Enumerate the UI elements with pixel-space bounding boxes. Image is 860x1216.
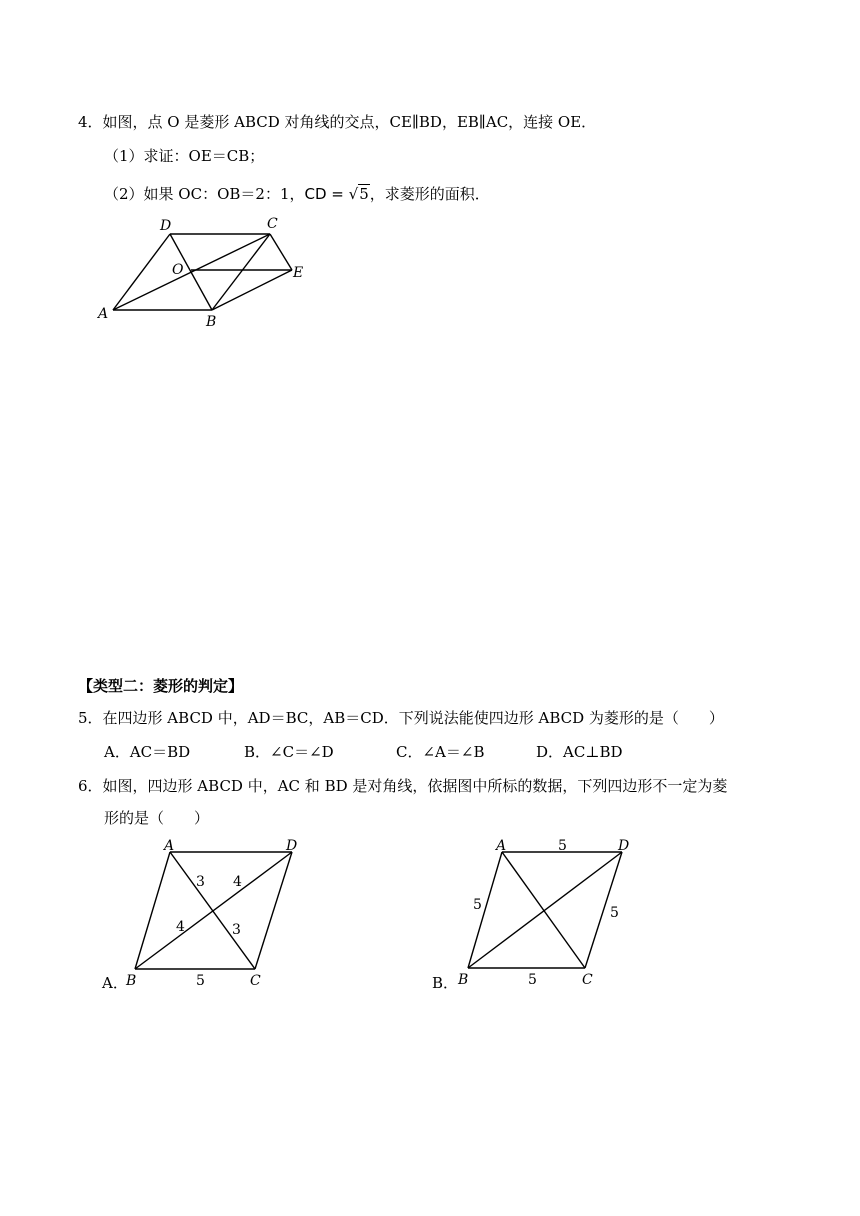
point-label-B: B: [458, 972, 469, 988]
point-label-D: D: [286, 838, 298, 854]
segment-CE: [270, 234, 292, 270]
segment-DC: [255, 852, 292, 969]
q5-option-b: B．∠C＝∠D: [244, 743, 334, 761]
q6-figure-b-option-label: B．: [432, 974, 459, 992]
q4-part1: （1）求证：OE＝CB；: [104, 147, 265, 165]
q4-part2-math-lhs: CD =: [304, 185, 349, 203]
q4-stem: 4．如图，点 O 是菱形 ABCD 对角线的交点，CE∥BD，EB∥AC，连接 OE．: [78, 113, 597, 131]
label-OB-4: 4: [176, 919, 185, 935]
q6-stem-line1: 6．如图，四边形 ABCD 中，AC 和 BD 是对角线，依据图中所标的数据，下列四边形不一定为菱: [78, 777, 728, 795]
q4-sqrt: [349, 184, 370, 204]
label-AD-5: 5: [558, 838, 567, 854]
sqrt-argument: 5: [359, 185, 369, 203]
q5-stem: 5．在四边形 ABCD 中，AD＝BC，AB＝CD．下列说法能使四边形 ABCD 为菱形的是（ ）: [78, 709, 724, 727]
q4-part2-prefix: （2）如果 OC：OB＝2：1，: [104, 185, 305, 203]
sqrt-sign: √: [348, 185, 359, 203]
point-label-A: A: [164, 838, 175, 854]
point-label-E: E: [293, 265, 304, 281]
label-DC-5: 5: [610, 905, 619, 921]
point-label-C: C: [250, 973, 261, 989]
diagonal-AC: [502, 852, 585, 968]
segment-AD: [113, 234, 170, 310]
q6-stem-line2: 形的是（ ）: [104, 809, 210, 827]
section-title: 【类型二：菱形的判定】: [78, 677, 244, 695]
q4-figure: [90, 212, 310, 332]
point-label-B: B: [206, 314, 217, 330]
point-label-D: D: [160, 218, 172, 234]
q5-options: [104, 742, 724, 762]
label-AB-5: 5: [473, 897, 482, 913]
diagonal-BD: [135, 852, 292, 969]
point-label-O: O: [172, 262, 184, 278]
point-label-C: C: [267, 216, 278, 232]
label-BC-5: 5: [196, 973, 205, 989]
point-label-B: B: [126, 973, 137, 989]
segment-CB: [212, 234, 270, 310]
q5-option-a: A．AC＝BD: [104, 743, 191, 761]
label-OC-3: 3: [232, 922, 241, 938]
point-label-D: D: [618, 838, 630, 854]
q4-part2: [104, 184, 490, 204]
q6-figure-a: [120, 834, 310, 994]
q5-option-c: C．∠A＝∠B: [396, 743, 485, 761]
diagonal-BD: [468, 852, 622, 968]
q6-figure-b: [448, 834, 648, 994]
q5-option-d: D．AC⊥BD: [536, 743, 623, 761]
q6-figure-a-option-label: A．: [102, 974, 128, 992]
point-label-A: A: [496, 838, 507, 854]
point-label-A: A: [98, 306, 109, 322]
label-OA-3: 3: [196, 874, 205, 890]
label-OD-4: 4: [233, 874, 242, 890]
label-BC-5: 5: [528, 972, 537, 988]
q4-part2-suffix: ，求菱形的面积．: [369, 185, 490, 203]
point-label-C: C: [582, 972, 593, 988]
segment-EB: [212, 270, 292, 310]
segment-BA: [135, 852, 170, 969]
